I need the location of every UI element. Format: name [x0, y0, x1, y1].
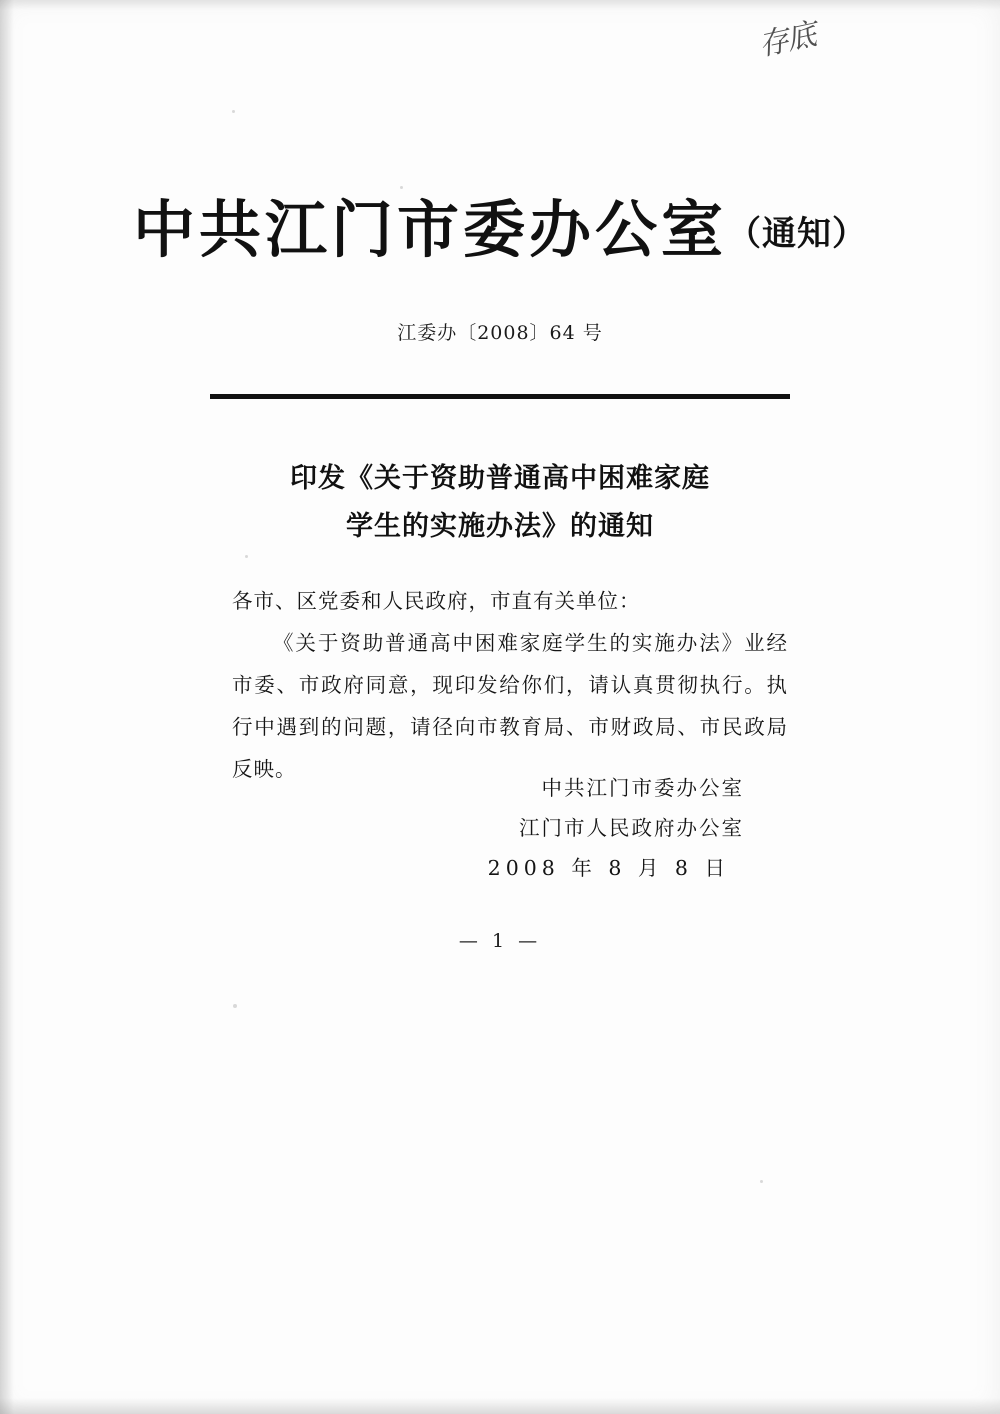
signature-date: 2008 年 8 月 8 日 — [487, 856, 730, 880]
document-title-line-2: 学生的实施办法》的通知 — [346, 511, 654, 542]
document-number: 江委办〔2008〕64 号 — [397, 322, 603, 344]
document-body — [232, 580, 788, 790]
salutation: 各市、区党委和人民政府，市直有关单位： — [232, 589, 641, 613]
document-title-line-1: 印发《关于资助普通高中困难家庭 — [290, 463, 710, 494]
scan-speck — [400, 186, 403, 189]
page-number: — 1 — — [458, 930, 542, 952]
scan-speck — [233, 1004, 237, 1008]
masthead — [0, 180, 1000, 269]
signature-organization-2: 江门市人民政府办公室 — [519, 816, 744, 840]
scan-speck — [760, 1180, 763, 1183]
document-title — [0, 455, 1000, 551]
document-kind-label: （通知） — [727, 214, 867, 254]
signature-block — [0, 768, 1000, 888]
issuing-organization: 中共江门市委办公室 — [132, 193, 727, 266]
scan-speck — [232, 110, 235, 113]
signature-organization-1: 中共江门市委办公室 — [541, 776, 744, 800]
scan-speck — [245, 555, 248, 558]
header-divider-rule — [210, 394, 790, 399]
handwritten-annotation: 存底 — [755, 17, 818, 64]
scan-edge-bottom — [0, 1398, 1000, 1414]
body-paragraph-1: 《关于资助普通高中困难家庭学生的实施办法》业经市委、市政府同意，现印发给你们，请认真贯彻执行。执行中遇到的问题，请径向市教育局、市财政局、市民政局反映。 — [232, 631, 788, 781]
